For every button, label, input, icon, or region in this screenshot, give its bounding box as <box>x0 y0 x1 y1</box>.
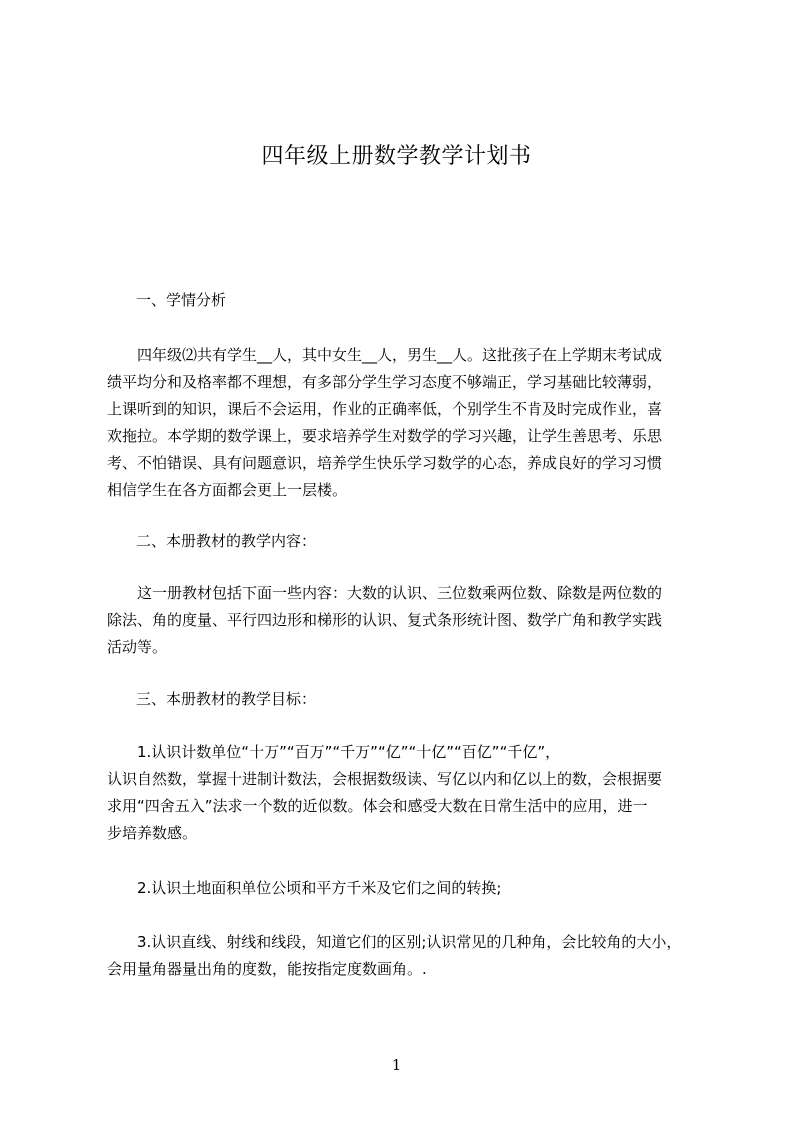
section-heading-teaching-goals: 三、本册教材的教学目标： <box>136 690 317 708</box>
paragraph-line: 1.认识计数单位“十万”“百万”“千万”“亿”“十亿”“百亿”“千亿”， <box>137 743 561 761</box>
section-heading-teaching-content: 二、本册教材的教学内容： <box>136 532 317 550</box>
paragraph-line: 2.认识土地面积单位公顷和平方千米及它们之间的转换; <box>137 879 502 897</box>
paragraph-line: 活动等。 <box>107 638 168 656</box>
paragraph-line: 上课听到的知识，课后不会运用，作业的正确率低，个别学生不肯及时完成作业，喜 <box>107 400 663 418</box>
paragraph-line: 3.认识直线、射线和线段，知道它们的区别;认识常见的几种角，会比较角的大小， <box>137 933 682 951</box>
paragraph-line: 绩平均分和及格率都不理想，有多部分学生学习态度不够端正，学习基础比较薄弱， <box>107 373 663 391</box>
paragraph-line: 除法、角的度量、平行四边形和梯形的认识、复式条形统计图、数学广角和教学实践 <box>107 611 663 629</box>
paragraph-line: 相信学生在各方面都会更上一层楼。 <box>107 481 348 499</box>
paragraph-line: 认识自然数，掌握十进制计数法，会根据数级读、写亿以内和亿以上的数，会根据要 <box>107 770 663 788</box>
page-number: 1 <box>391 1056 402 1074</box>
section-heading-situation-analysis: 一、学情分析 <box>136 291 227 309</box>
paragraph-line: 四年级⑵共有学生__人，其中女生__人，男生__人。这批孩子在上学期末考试成 <box>137 346 663 364</box>
paragraph-line: 求用“四舍五入”法求一个数的近似数。体会和感受大数在日常生活中的应用，进一 <box>107 797 648 815</box>
paragraph-line: 步培养数感。 <box>107 824 198 842</box>
paragraph-line: 这一册教材包括下面一些内容：大数的认识、三位数乘两位数、除数是两位数的 <box>137 584 663 602</box>
paragraph-line: 考、不怕错误、具有问题意识，培养学生快乐学习数学的心态，养成良好的学习习惯 <box>107 454 663 472</box>
paragraph-line: 欢拖拉。本学期的数学课上，要求培养学生对数学的学习兴趣，让学生善思考、乐思 <box>107 427 663 445</box>
paragraph-line: 会用量角器量出角的度数，能按指定度数画角。. <box>107 960 427 978</box>
document-title: 四年级上册数学教学计划书 <box>261 144 532 169</box>
